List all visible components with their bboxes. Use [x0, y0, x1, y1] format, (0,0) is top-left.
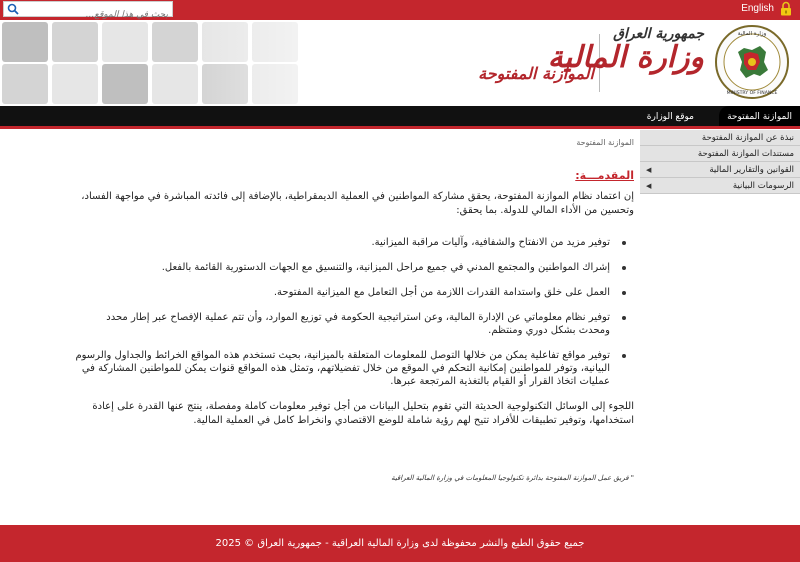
nav-item-open-budget[interactable]: الموازنة المفتوحة	[719, 106, 800, 128]
search-icon[interactable]	[7, 3, 19, 15]
english-language-link[interactable]: English	[741, 3, 774, 14]
sidebar-item-laws-reports[interactable]	[640, 162, 800, 178]
benefits-list	[72, 236, 634, 388]
republic-title: جمهورية العراق	[613, 26, 704, 42]
list-item: توفير نظام معلوماتي عن الإدارة المالية، وعن استراتيجية الحكومة في توزيع الموارد، وأن تتم عملية الإفصاح عبر إطار محدد ومحدث بشكل دوري ومنتظم.	[72, 311, 610, 337]
emblem-top-text: وزارة المالية	[737, 31, 767, 37]
list-item: توفير مواقع تفاعلية يمكن من خلالها التوصل للمعلومات المتعلقة بالميزانية، بحيث تستخدم هذه المواقع الخرائط والجداول والرسوم البيانية، وتوفر للمواطنين إمكانية التحكم في الموقع من خلال تفضيلاتهم، وتمثل هذه المواقع قنوات يمكن للمواطنين المشاركة في عمليات اتخاذ القرار أو القيام بالتغذية المرتجعة عبرها.	[72, 349, 610, 388]
ministry-title: وزارة المالية	[547, 40, 704, 75]
sidebar-item-documents[interactable]	[640, 146, 800, 162]
list-item: إشراك المواطنين والمجتمع المدني في جميع مراحل الميزانية، والتنسيق مع الجهات الدستورية القائمة بالفعل.	[72, 261, 610, 274]
section-heading: المقدمـــة:	[575, 169, 634, 182]
main-nav-bar	[0, 106, 800, 128]
ministry-title-block	[548, 26, 704, 74]
decorative-tile-pattern	[0, 20, 400, 106]
sidebar-item-about[interactable]	[640, 130, 800, 146]
open-budget-title: الموازنة المفتوحة	[478, 64, 594, 83]
header-banner	[0, 20, 800, 106]
breadcrumb[interactable]: الموازنة المفتوحة	[576, 138, 634, 147]
sidebar-menu	[640, 130, 800, 194]
sidebar-item-charts[interactable]	[640, 178, 800, 194]
copyright-text: جميع حقوق الطبع والنشر محفوظة لدى وزارة المالية العراقية - جمهورية العراق © 2025	[215, 538, 585, 549]
sidebar-item-label: نبذة عن الموازنة المفتوحة	[701, 133, 794, 143]
sidebar-item-label: القوانين والتقارير المالية	[709, 165, 794, 175]
closing-paragraph: اللجوء إلى الوسائل التكنولوجية الحديثة التي تقوم بتحليل البيانات من أجل توفير معلومات كاملة ومفصلة، ينتج عنها القدرة على إعادة استخدامها، وتوفير تطبيقات للأفراد تتيح لهم رؤية شاملة للوضع الاقتصادي وانخراط كامل في العملية المالية.	[92, 401, 634, 426]
main-content	[72, 130, 634, 482]
footer	[0, 525, 800, 562]
sidebar-item-label: الرسومات البيانية	[732, 181, 794, 191]
list-item: العمل على خلق واستدامة القدرات اللازمة من أجل التعامل مع الميزانية المفتوحة.	[72, 286, 610, 299]
sidebar-item-label: مستندات الموازنة المفتوحة	[697, 149, 794, 159]
top-bar	[0, 0, 800, 20]
intro-paragraph: إن اعتماد نظام الموازنة المفتوحة، يحقق مشاركة المواطنين في العملية الديمقراطية، بالإضافة إلى فائدته المباشرة في مواجهة الفساد، وتحسين من الأداء المالي للدولة. بما يحقق:	[81, 191, 634, 216]
caret-left-icon: ◀	[646, 166, 652, 174]
lock-icon[interactable]	[780, 1, 792, 16]
nav-underline	[0, 126, 800, 129]
caret-left-icon: ◀	[646, 182, 652, 190]
team-credit: " فريق عمل الموازنة المفتوحة بدائرة تكنولوجيا المعلومات في وزارة المالية العراقية	[391, 474, 634, 482]
ministry-emblem-logo[interactable]	[714, 24, 790, 100]
emblem-bottom-text: MINISTRY OF FINANCE	[726, 91, 778, 96]
search-box[interactable]	[3, 1, 173, 17]
list-item: توفير مزيد من الانفتاح والشفافية، وآليات مراقبة الميزانية.	[72, 236, 610, 249]
nav-item-ministry-site[interactable]: موقع الوزارة	[646, 112, 694, 122]
